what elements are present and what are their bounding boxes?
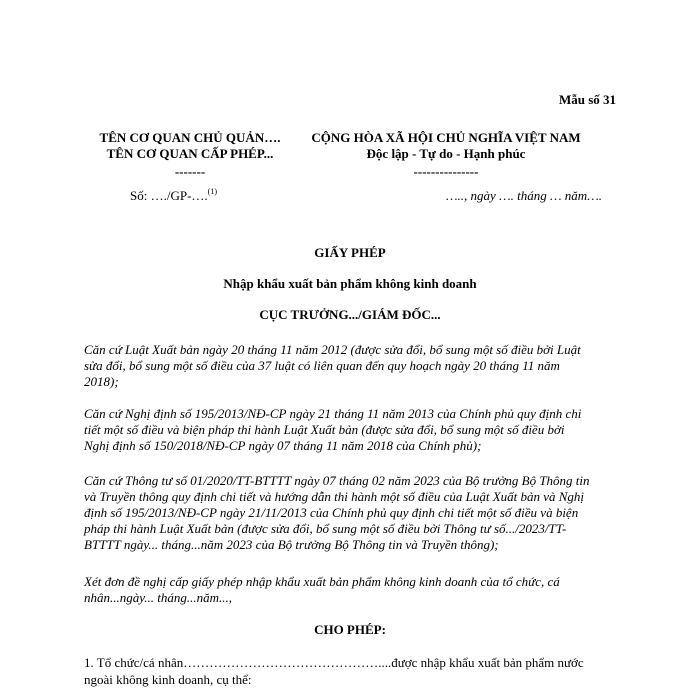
text-line: Xét đơn đề nghị cấp giấy phép nhập khẩu xuất bản phẩm không kinh doanh của tổ chức, cá (84, 574, 560, 589)
text-line: sửa đổi, bổ sung một số điều của 37 luật có liên quan đến quy hoạch ngày 20 tháng 11 năm (84, 358, 560, 373)
national-motto: Độc lập - Tự do - Hạnh phúc (366, 146, 526, 161)
document-title: GIẤY PHÉP (314, 245, 386, 260)
text-line: BTTTT ngày... tháng...năm 2023 của Bộ trưởng Bộ Thông tin và Truyền thông); (84, 537, 499, 552)
document-subtitle: Nhập khẩu xuất bản phẩm không kinh doanh (223, 276, 477, 291)
text-line: tiết một số điều và biện pháp thi hành Luật Xuất bản (được sửa đổi, bổ sung một số điều bởi (84, 422, 565, 437)
item-1-line-1: 1. Tổ chức/cá nhân………………………………………....được nhập khẩu xuất bản phẩm nước (84, 655, 584, 670)
text-line: pháp thi hành Luật Xuất bản (được sửa đổi, bổ sung một số điều bởi Thông tư số.../2023/TT- (84, 521, 567, 536)
text-line: nhân...ngày... tháng...năm..., (84, 590, 233, 605)
text-line: Nghị định số 150/2018/NĐ-CP ngày 07 tháng 11 năm 2018 của Chính phủ); (84, 438, 482, 453)
application-consideration (84, 574, 618, 606)
document-number (130, 188, 217, 204)
permit-heading: CHO PHÉP: (314, 622, 386, 637)
text-line: định số 195/2013/NĐ-CP ngày 21/11/2013 của Chính phủ quy định chi tiết một số điều và biện (84, 505, 579, 520)
form-number: Mẫu số 31 (559, 92, 617, 107)
national-title: CỘNG HÒA XÃ HỘI CHỦ NGHĨA VIỆT NAM (311, 130, 581, 145)
legal-basis-circular (84, 473, 618, 553)
item-1-line-2: ngoài không kinh doanh, cụ thể: (84, 672, 252, 687)
footnote-marker: (1) (207, 186, 217, 196)
agency-parent-name: TÊN CƠ QUAN CHỦ QUẢN…. (99, 130, 281, 145)
text-line: Căn cứ Thông tư số 01/2020/TT-BTTTT ngày 07 tháng 02 năm 2023 của Bộ trưởng Bộ Thông tin (84, 473, 590, 488)
text-line: Căn cứ Nghị định số 195/2013/NĐ-CP ngày 21 tháng 11 năm 2013 của Chính phủ quy định chi (84, 406, 582, 421)
issuing-authority: CỤC TRƯỞNG.../GIÁM ĐỐC... (259, 307, 441, 322)
text-line: 2018); (84, 374, 119, 389)
legal-basis-decree (84, 406, 618, 454)
issue-date-line: ….., ngày …. tháng … năm…. (446, 188, 603, 203)
national-divider: --------------- (413, 164, 479, 179)
legal-basis-publishing-law (84, 342, 618, 390)
text-line: và Truyền thông quy định chi tiết và hướng dẫn thi hành một số điều của Luật Xuất bản và Nghị (84, 489, 585, 504)
document-number-label: Số: …./GP-…. (130, 188, 208, 203)
agency-issuing-name: TÊN CƠ QUAN CẤP PHÉP... (106, 146, 274, 161)
text-line: Căn cứ Luật Xuất bản ngày 20 tháng 11 năm 2012 (được sửa đổi, bổ sung một số điều bởi Luật (84, 342, 581, 357)
agency-divider: ------- (174, 164, 206, 179)
